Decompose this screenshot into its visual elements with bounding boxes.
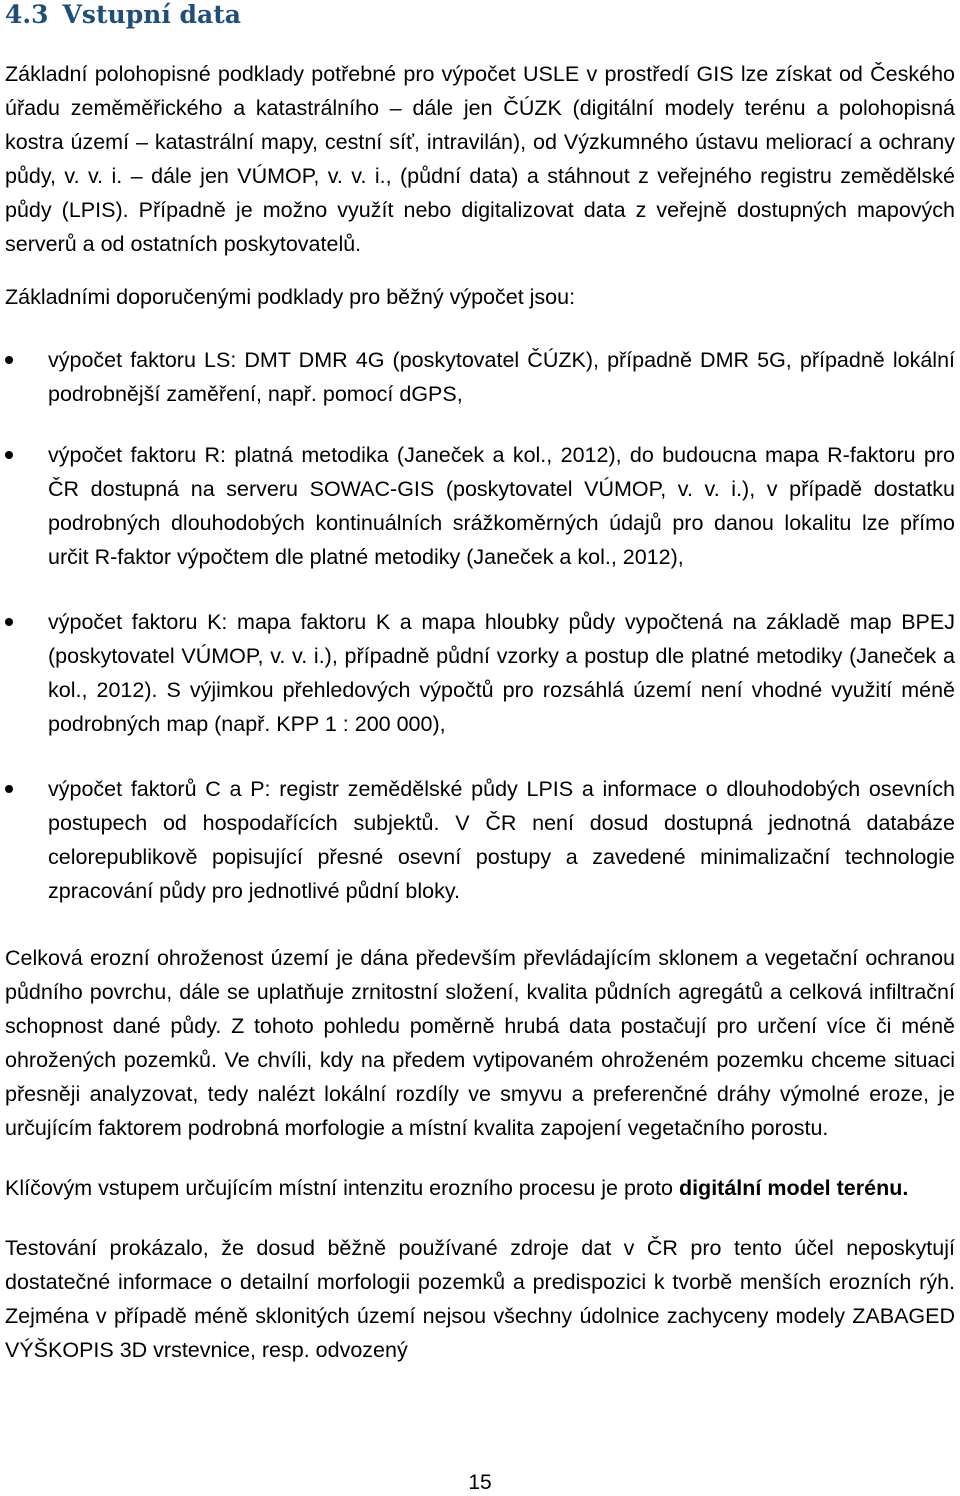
list-item bbox=[5, 438, 955, 574]
bullet-icon bbox=[5, 785, 13, 793]
list-item bbox=[5, 343, 955, 411]
list-item-text: výpočet faktoru K: mapa faktoru K a mapa hloubky půdy vypočtená na základě map BPEJ (poskytovatel VÚMOP, v. v. i.), případně půdní vzorky a postup dle platné metodiky (Janeček a kol., 2012). S výjimkou přehledových výpočtů pro rozsáhlá území není vhodné využití méně podrobných map (např. KPP 1 : 200 000), bbox=[48, 610, 955, 736]
list-item-text: výpočet faktorů C a P: registr zemědělské půdy LPIS a informace o dlouhodobých osevních postupech od hospodařících subjektů. V ČR není dosud dostupná jednotná databáze celorepublikově popisující přesné osevní postupy a zavedené minimalizační technologie zpracování půdy pro jednotlivé půdní bloky. bbox=[48, 777, 955, 903]
section-title: Vstupní data bbox=[62, 0, 241, 29]
bullet-icon bbox=[5, 356, 13, 364]
document-page bbox=[5, 0, 955, 1367]
section-number: 4.3 bbox=[5, 0, 49, 29]
list-item-text: výpočet faktoru R: platná metodika (Janeček a kol., 2012), do budoucna mapa R-faktoru pro ČR dostupná na serveru SOWAC-GIS (poskytovatel VÚMOP, v. v. i.), v případě dostatku podrobných dlouhodobých kontinuálních srážkoměrných údajů pro danou lokalitu lze přímo určit R-faktor výpočtem dle platné metodiky (Janeček a kol., 2012), bbox=[48, 443, 955, 569]
section-heading bbox=[5, 0, 955, 30]
key-input-emphasis: digitální model terénu. bbox=[678, 1176, 909, 1200]
list-item bbox=[5, 605, 955, 741]
paragraph-testing: Testování prokázalo, že dosud běžně používané zdroje dat v ČR pro tento účel neposkytují dostatečné informace o detailní morfologii pozemků a predispozici k tvorbě menších erozních rýh. Zejména v případě méně sklonitých území nejsou všechny údolnice zachyceny modely ZABAGED VÝŠKOPIS 3D vrstevnice, resp. odvozený bbox=[5, 1236, 955, 1362]
paragraph-key-input bbox=[5, 1171, 955, 1205]
page-number: 15 bbox=[468, 1471, 492, 1494]
recommended-inputs-list bbox=[5, 343, 955, 908]
key-input-text: Klíčovým vstupem určujícím místní intenzitu erozního procesu je proto bbox=[5, 1176, 679, 1200]
bullet-icon bbox=[5, 451, 13, 459]
list-item bbox=[5, 772, 955, 908]
paragraph-recommended-intro: Základními doporučenými podklady pro běžný výpočet jsou: bbox=[5, 285, 576, 309]
paragraph-erosion-risk: Celková erozní ohroženost území je dána především převládajícím sklonem a vegetační ochranou půdního povrchu, dále se uplatňuje zrnitostní složení, kvalita půdních agregátů a celková infiltrační schopnost dané půdy. Z tohoto pohledu poměrně hrubá data postačují pro určení více či méně ohrožených pozemků. Ve chvíli, kdy na předem vytipovaném ohroženém pozemku chceme situaci přesněji analyzovat, tedy nalézt lokální rozdíly ve smyvu a preferenčné dráhy výmolné eroze, je určujícím faktorem podrobná morfologie a místní kvalita zapojení vegetačního porostu. bbox=[5, 946, 955, 1140]
bullet-icon bbox=[5, 618, 13, 626]
list-item-text: výpočet faktoru LS: DMT DMR 4G (poskytovatel ČÚZK), případně DMR 5G, případně lokální podrobnější zaměření, např. pomocí dGPS, bbox=[48, 348, 955, 406]
paragraph-sources: Základní polohopisné podklady potřebné pro výpočet USLE v prostředí GIS lze získat od Českého úřadu zeměměřického a katastrálního – dále jen ČÚZK (digitální modely terénu a polohopisná kostra území – katastrální mapy, cestní síť, intravilán), od Výzkumného ústavu meliorací a ochrany půdy, v. v. i. – dále jen VÚMOP, v. v. i., (půdní data) a stáhnout z veřejného registru zemědělské půdy (LPIS). Případně je možno využít nebo digitalizovat data z veřejně dostupných mapových serverů a od ostatních poskytovatelů. bbox=[5, 62, 955, 256]
